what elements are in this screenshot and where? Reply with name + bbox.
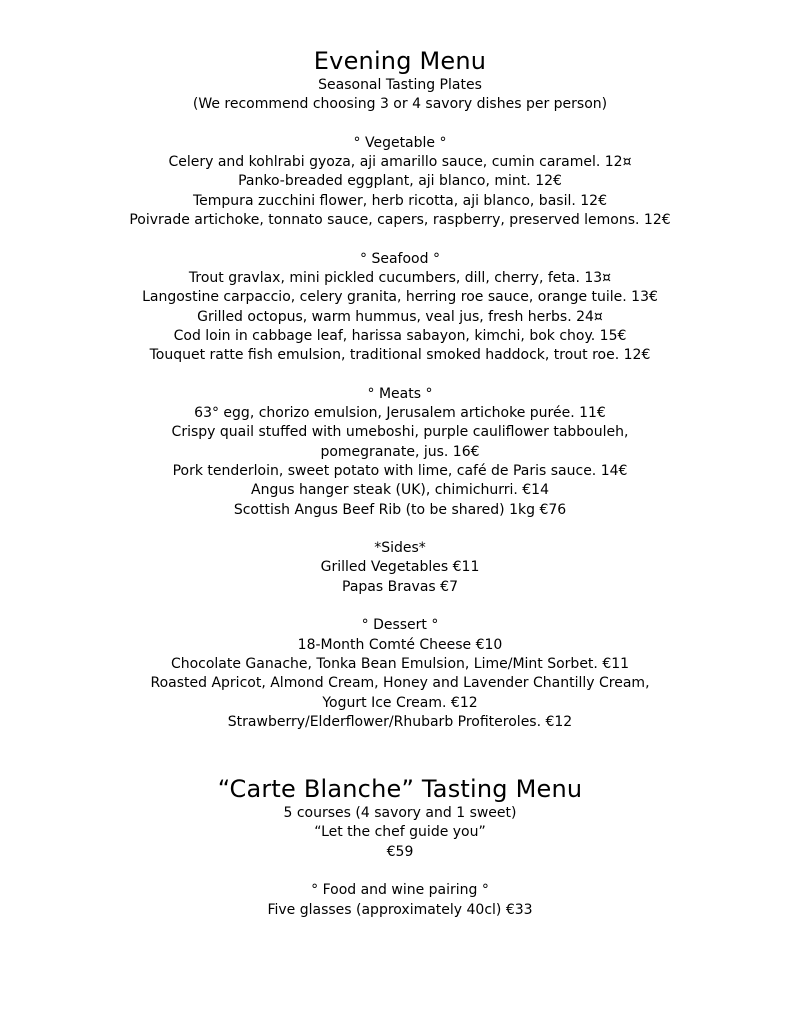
menu-item: Panko-breaded eggplant, aji blanco, mint. 12€ xyxy=(238,173,562,190)
menu-subtitle: Seasonal Tasting Plates xyxy=(318,77,482,93)
section-heading: ° Meats ° xyxy=(367,385,433,402)
section-heading: ° Seafood ° xyxy=(360,250,440,267)
menu-item: Touquet ratte fish emulsion, traditional smoked haddock, trout roe. 12€ xyxy=(149,347,651,364)
menu-item: Grilled octopus, warm hummus, veal jus, fresh herbs. 24¤ xyxy=(197,308,603,325)
section-seafood xyxy=(0,250,800,366)
section-heading: *Sides* xyxy=(374,540,426,557)
tasting-title: “Carte Blanche” Tasting Menu xyxy=(217,775,583,804)
section-heading: ° Vegetable ° xyxy=(353,134,447,151)
menu-item: Scottish Angus Beef Rib (to be shared) 1kg €76 xyxy=(233,501,567,518)
section-dessert xyxy=(0,616,800,732)
menu-page xyxy=(0,46,800,920)
menu-item: pomegranate, jus. 16€ xyxy=(320,443,480,460)
menu-item: Trout gravlax, mini pickled cucumbers, dill, cherry, feta. 13¤ xyxy=(188,269,612,286)
menu-item: Pork tenderloin, sweet potato with lime, café de Paris sauce. 14€ xyxy=(172,462,628,479)
tasting-menu xyxy=(0,774,800,920)
menu-item: Grilled Vegetables €11 xyxy=(320,559,480,576)
section-vegetable xyxy=(0,134,800,230)
tasting-tagline: “Let the chef guide you” xyxy=(314,824,486,841)
menu-item: Celery and kohlrabi gyoza, aji amarillo sauce, cumin caramel. 12¤ xyxy=(168,154,632,171)
menu-item: Chocolate Ganache, Tonka Bean Emulsion, Lime/Mint Sorbet. €11 xyxy=(170,655,630,672)
menu-item: Tempura zucchini flower, herb ricotta, aji blanco, basil. 12€ xyxy=(193,192,607,209)
menu-item: Crispy quail stuffed with umeboshi, purple cauliflower tabbouleh, xyxy=(171,424,629,441)
tasting-price: €59 xyxy=(386,843,414,860)
menu-item: 63° egg, chorizo emulsion, Jerusalem artichoke purée. 11€ xyxy=(194,405,606,422)
menu-item: Cod loin in cabbage leaf, harissa sabayon, kimchi, bok choy. 15€ xyxy=(173,327,627,344)
menu-item: 18-Month Comté Cheese €10 xyxy=(297,636,503,653)
menu-title: Evening Menu xyxy=(313,47,487,75)
tasting-courses: 5 courses (4 savory and 1 sweet) xyxy=(283,805,517,822)
menu-item: Angus hanger steak (UK), chimichurri. €14 xyxy=(251,482,549,499)
menu-item: Papas Bravas €7 xyxy=(342,578,458,595)
menu-recommendation: (We recommend choosing 3 or 4 savory dishes per person) xyxy=(192,96,608,113)
menu-item: Poivrade artichoke, tonnato sauce, capers, raspberry, preserved lemons. 12€ xyxy=(129,212,671,229)
menu-item: Yogurt Ice Cream. €12 xyxy=(322,694,478,711)
menu-item: Strawberry/Elderflower/Rhubarb Profiteroles. €12 xyxy=(227,713,573,730)
section-sides xyxy=(0,539,800,597)
pairing-detail: Five glasses (approximately 40cl) €33 xyxy=(267,901,533,918)
section-meats xyxy=(0,385,800,520)
section-heading: ° Dessert ° xyxy=(361,617,439,634)
pairing-heading: ° Food and wine pairing ° xyxy=(311,882,489,899)
menu-item: Roasted Apricot, Almond Cream, Honey and Lavender Chantilly Cream, xyxy=(150,675,650,692)
menu-item: Langostine carpaccio, celery granita, herring roe sauce, orange tuile. 13€ xyxy=(142,289,658,306)
